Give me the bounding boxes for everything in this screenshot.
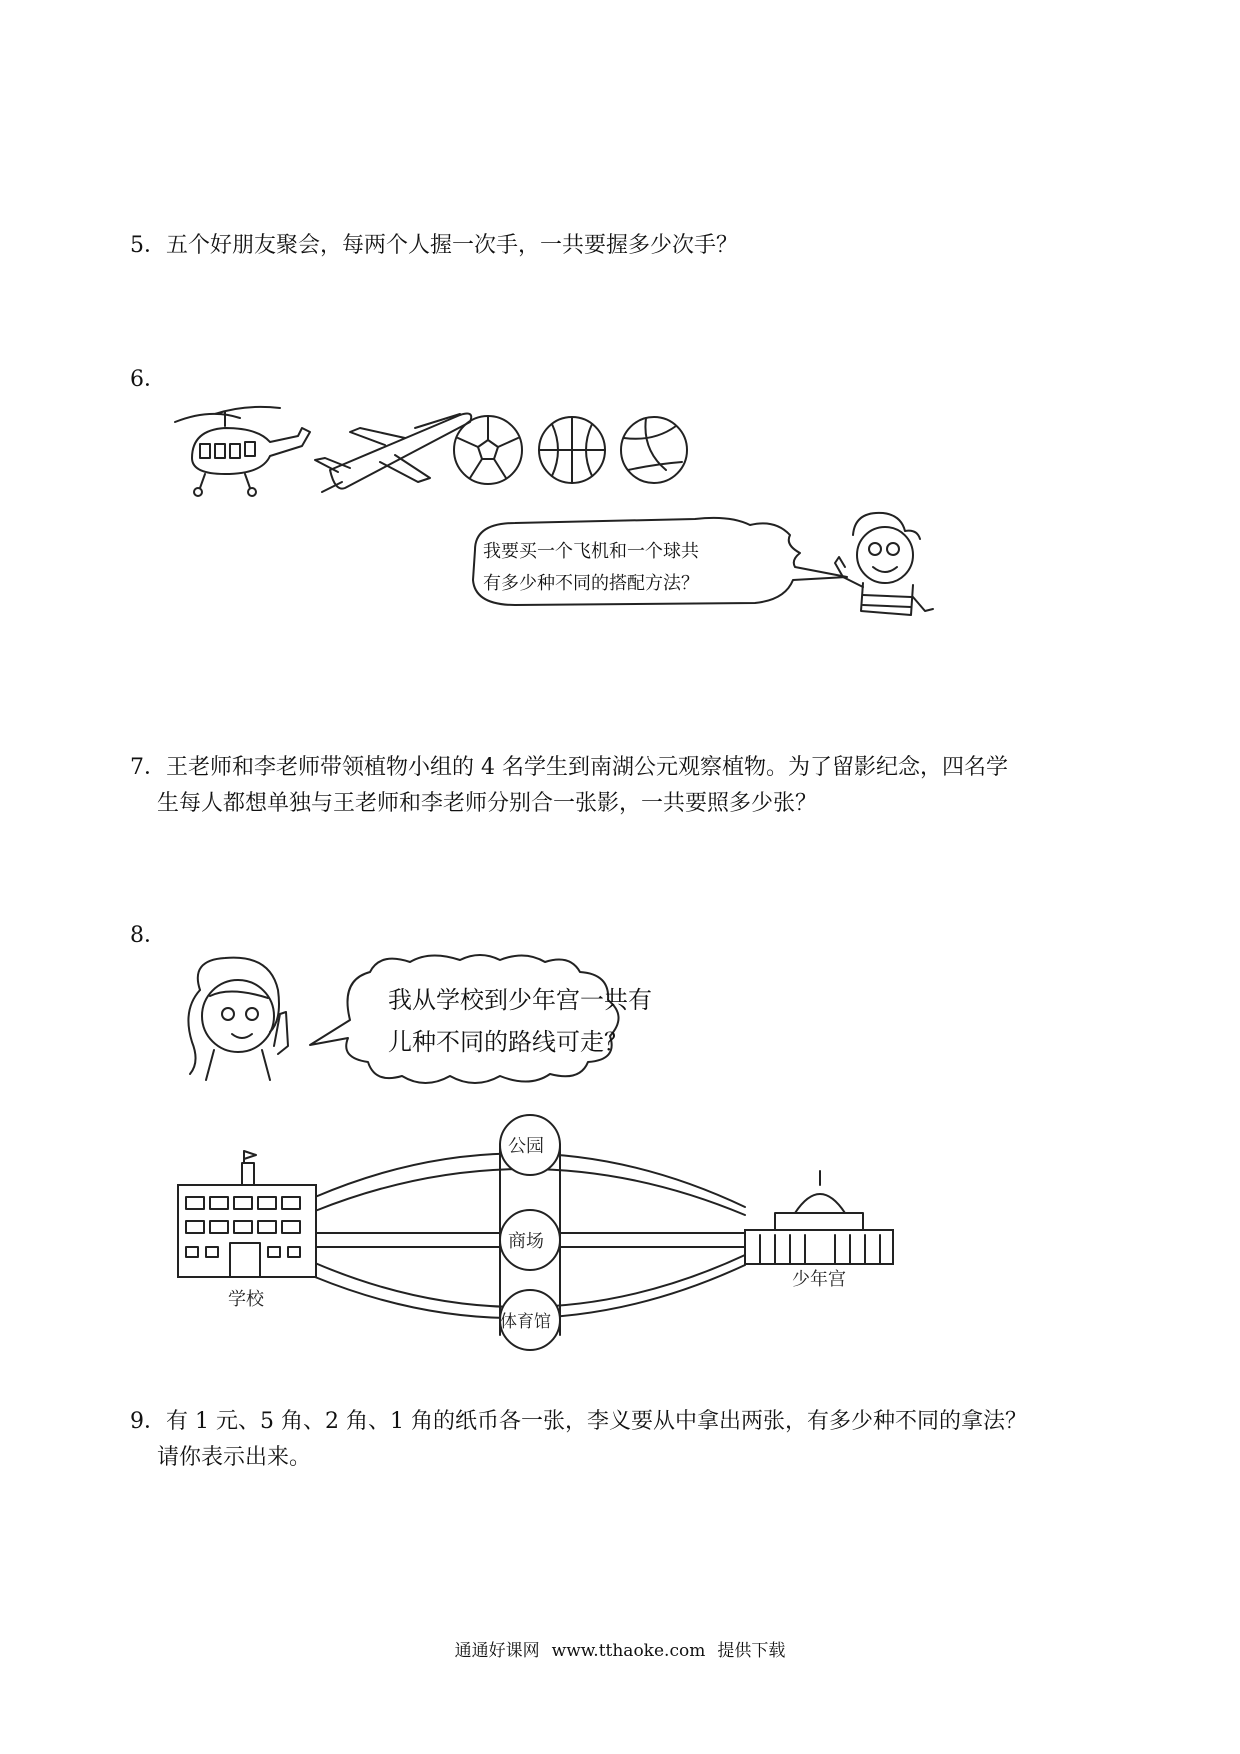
soccer-ball-icon — [454, 416, 522, 484]
question-number: 9． — [130, 1409, 166, 1434]
question-text: 五个好朋友聚会，每两个人握一次手，一共要握多少次手？ — [166, 233, 739, 258]
question-text-line-1: 王老师和李老师带领植物小组的 4 名学生到南湖公元观察植物。为了留影纪念，四名学 — [166, 755, 1008, 780]
footer-url[interactable]: www.tthaoke.com — [551, 1641, 706, 1661]
question-text-line-1: 有 1 元、5 角、2 角、1 角的纸币各一张，李义要从中拿出两张，有多少种不同的拿法？ — [166, 1409, 1027, 1434]
speech-line-1: 我从学校到少年宫一共有 — [388, 986, 652, 1014]
basketball-icon — [539, 417, 605, 483]
gym-label: 体育馆 — [500, 1312, 551, 1332]
boy-character-icon — [835, 513, 933, 615]
q6-speech-area — [455, 505, 935, 655]
girl-character-icon — [188, 958, 288, 1080]
question-6 — [130, 362, 166, 398]
question-8 — [130, 918, 166, 954]
question-number: 7． — [130, 755, 166, 780]
question-text-line-2: 请你表示出来。 — [157, 1445, 312, 1470]
childrens-palace-icon — [745, 1171, 893, 1264]
mall-label: 商场 — [508, 1231, 544, 1252]
q8-girl-speech-area — [170, 950, 730, 1110]
speech-line-2: 有多少种不同的搭配方法？ — [483, 573, 699, 594]
question-5 — [130, 228, 738, 264]
airplane-icon — [315, 414, 471, 492]
park-label: 公园 — [508, 1136, 544, 1157]
page-footer — [0, 1636, 1240, 1661]
speech-line-2: 儿种不同的路线可走？ — [388, 1028, 628, 1056]
question-text-line-2: 生每人都想单独与王老师和李老师分别合一张影，一共要照多少张？ — [157, 791, 818, 816]
q6-toy-illustrations — [170, 400, 770, 510]
school-building-icon — [178, 1151, 316, 1277]
question-number: 5． — [130, 233, 166, 258]
q8-route-map — [170, 1115, 930, 1365]
palace-label: 少年宫 — [792, 1269, 846, 1290]
school-label: 学校 — [228, 1289, 264, 1310]
question-number: 6． — [130, 367, 166, 392]
footer-site-name: 通通好课网 — [454, 1641, 540, 1661]
question-7 — [130, 750, 1008, 822]
helicopter-icon — [175, 407, 310, 496]
question-9 — [130, 1404, 1027, 1476]
speech-line-1: 我要买一个飞机和一个球共 — [483, 541, 699, 562]
footer-suffix: 提供下载 — [717, 1641, 786, 1661]
volleyball-icon — [621, 417, 687, 483]
question-number: 8． — [130, 923, 166, 948]
speech-bubble — [310, 955, 619, 1083]
